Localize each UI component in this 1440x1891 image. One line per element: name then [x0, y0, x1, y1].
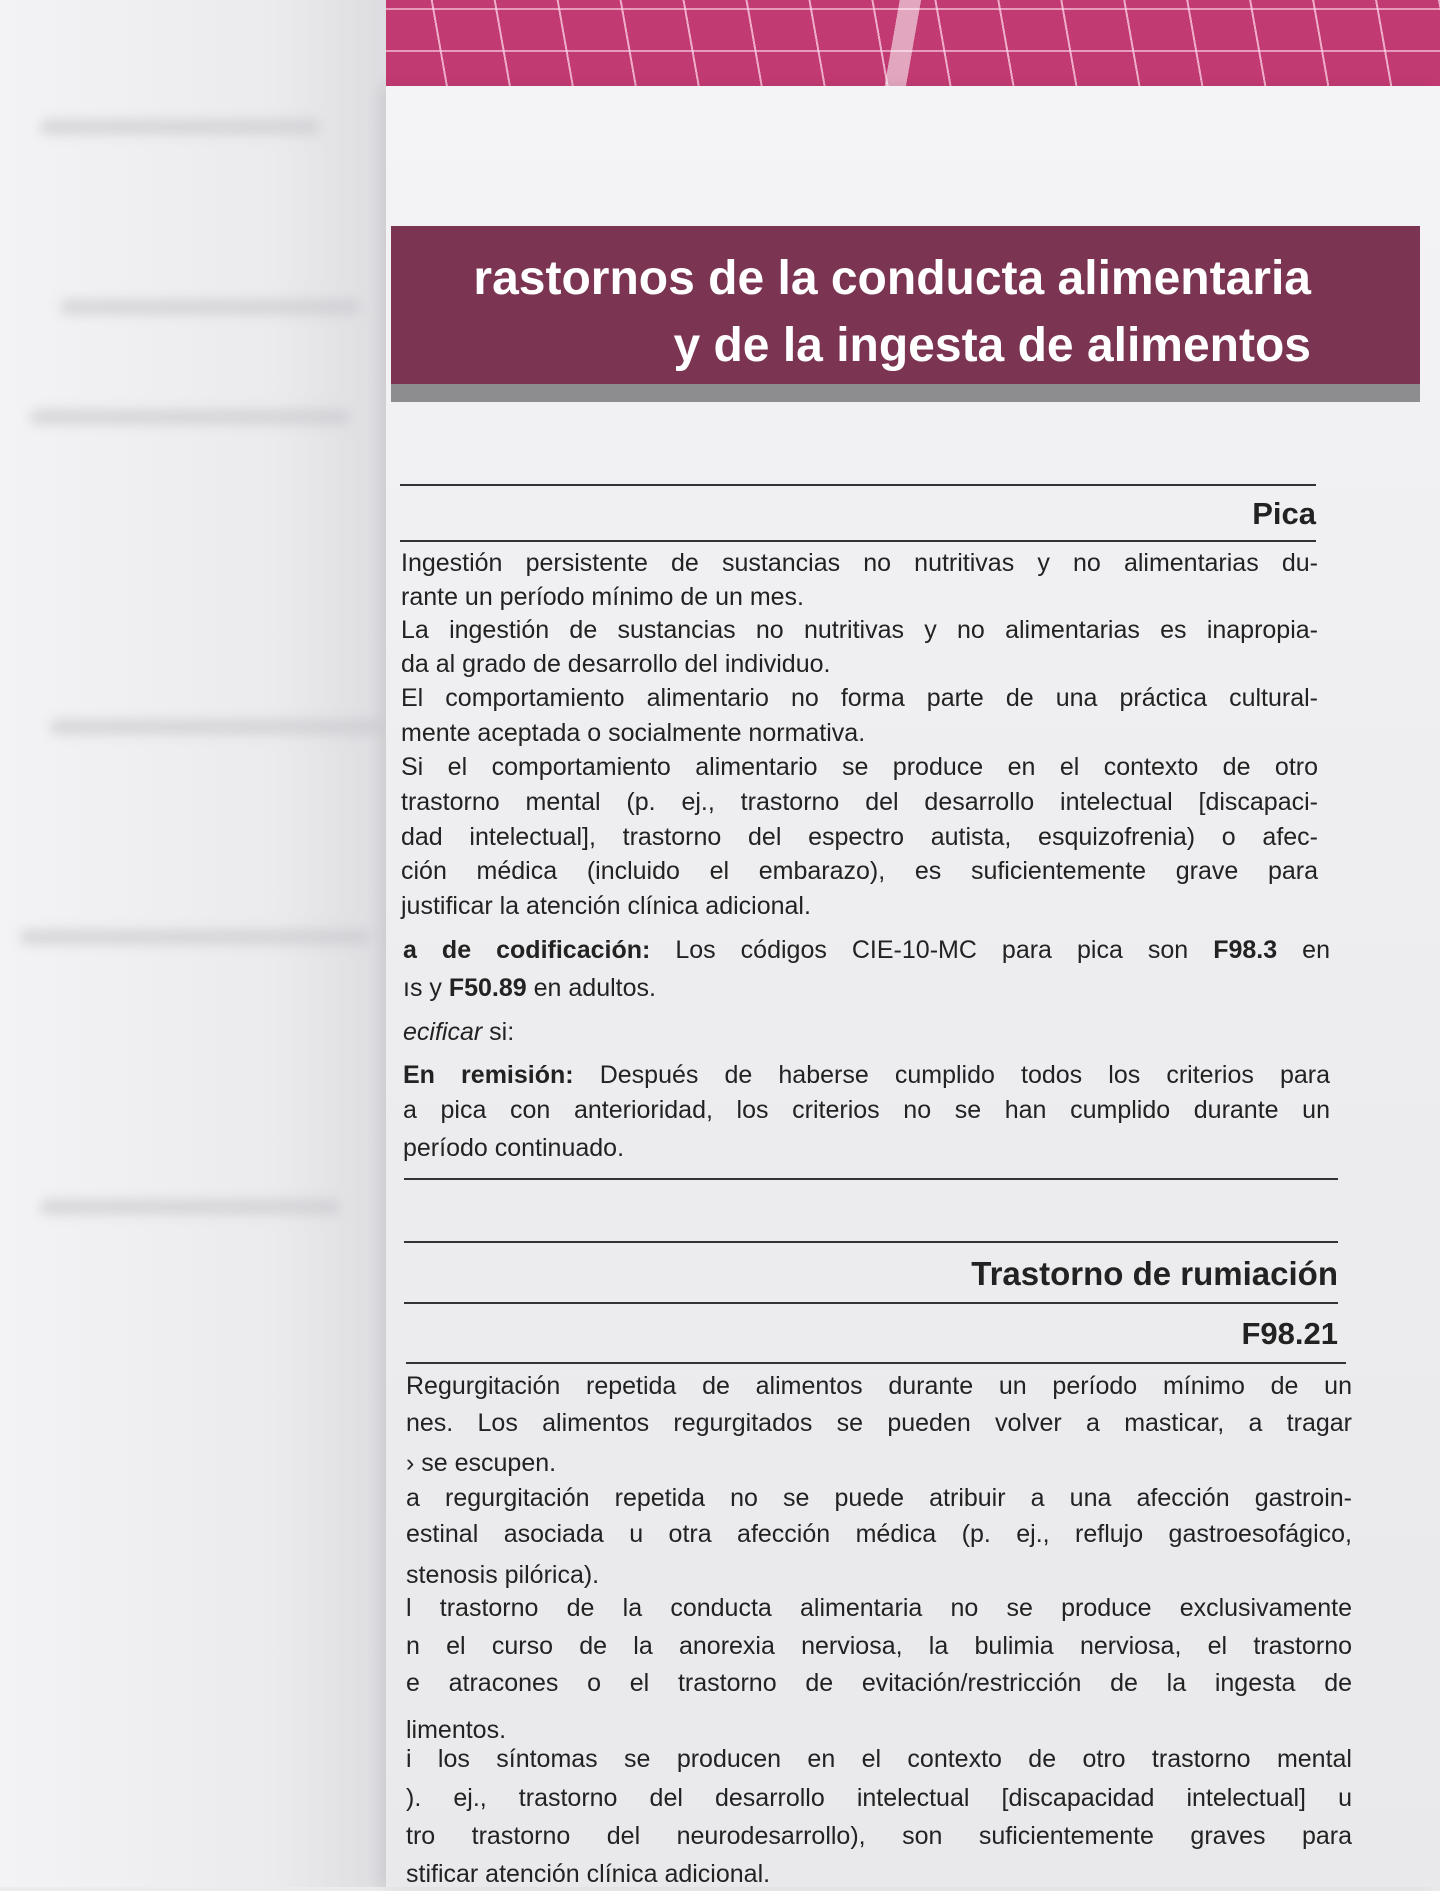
divider [404, 1302, 1338, 1304]
bold-text: En remisión: [403, 1061, 574, 1089]
text-line [401, 854, 1318, 888]
blurred-text [50, 720, 380, 734]
text-segment: tro trastorno del neurodesarrollo), son suficientemente graves para [406, 1822, 1352, 1850]
blurred-text [20, 930, 370, 944]
bold-text: F98.3 [1213, 936, 1278, 964]
text-segment: Ingestión persistente de sustancias no nutritivas y no alimentarias du- [401, 549, 1318, 577]
text-segment: Si el comportamiento alimentario se produce en el contexto de otro [401, 753, 1318, 781]
divider [406, 1362, 1346, 1364]
diagnostic-code: F98.21 [1241, 1316, 1338, 1351]
text-segment: justificar la atención clínica adicional. [401, 892, 811, 920]
text-line [406, 1369, 1352, 1403]
divider [404, 1241, 1338, 1243]
cutting-mat-background [386, 0, 1440, 92]
text-segment: stificar atención clínica adicional. [406, 1860, 771, 1888]
facing-page-blurred [0, 0, 392, 1887]
text-line [401, 889, 1318, 923]
text-line [403, 1015, 1330, 1049]
text-segment: estinal asociada u otra afección médica (p. ej., reflujo gastroesofágico, [406, 1520, 1352, 1548]
text-segment: si: [482, 1018, 515, 1046]
bold-text: a de codificación: [403, 936, 651, 964]
text-segment: El comportamiento alimentario no forma parte de una práctica cultural- [401, 684, 1318, 712]
text-segment: i los síntomas se producen en el contexto de otro trastorno mental [406, 1745, 1352, 1773]
text-segment: ción médica (incluido el embarazo), es suficientemente grave para [401, 857, 1318, 885]
text-line [406, 1742, 1352, 1776]
text-segment: › se escupen. [406, 1449, 557, 1477]
blurred-text [60, 300, 360, 314]
text-segment: nes. Los alimentos regurgitados se pueden volver a masticar, a tragar [406, 1409, 1352, 1437]
divider [400, 484, 1316, 486]
text-line [406, 1666, 1352, 1700]
chapter-header-underline [391, 384, 1420, 402]
text-segment: Regurgitación repetida de alimentos durante un período mínimo de un [406, 1372, 1352, 1400]
section-title-pica: Pica [1252, 496, 1316, 531]
blurred-text [40, 1200, 340, 1214]
text-segment: en [1277, 936, 1330, 964]
text-segment: a pica con anterioridad, los criterios no se han cumplido durante un [403, 1096, 1330, 1124]
text-segment: trastorno mental (p. ej., trastorno del desarrollo intelectual [discapaci- [401, 788, 1318, 816]
text-line [403, 1058, 1330, 1092]
text-line [401, 546, 1318, 580]
divider [404, 1178, 1338, 1180]
text-line [401, 716, 1318, 750]
text-segment: l trastorno de la conducta alimentaria no se produce exclusivamente [406, 1594, 1352, 1622]
text-segment: Después de haberse cumplido todos los criterios para [573, 1061, 1330, 1089]
italic-text: ecificar [403, 1018, 483, 1046]
text-line [401, 750, 1318, 784]
text-segment: e atracones o el trastorno de evitación/restricción de la ingesta de [406, 1669, 1352, 1697]
text-line [406, 1857, 1352, 1891]
text-segment: da al grado de desarrollo del individuo. [401, 650, 831, 678]
text-line [401, 681, 1318, 715]
chapter-title-line-1: rastornos de la conducta alimentaria [473, 252, 1311, 305]
text-segment: dad intelectual], trastorno del espectro autista, esquizofrenia) o afec- [401, 823, 1318, 851]
text-line [406, 1406, 1352, 1440]
blurred-text [30, 410, 350, 424]
text-segment: limentos. [406, 1716, 507, 1744]
text-line [406, 1446, 1352, 1480]
text-line [401, 785, 1318, 819]
text-segment: ıs y [403, 974, 449, 1002]
text-line [401, 613, 1318, 647]
text-line [403, 1093, 1330, 1127]
bold-text: F50.89 [448, 974, 527, 1002]
section-title-rumiacion: Trastorno de rumiación [971, 1255, 1338, 1292]
text-segment: Los códigos CIE-10-MC para pica son [650, 936, 1214, 964]
text-segment: stenosis pilórica). [406, 1561, 600, 1589]
text-line [403, 971, 1330, 1005]
text-segment: n el curso de la anorexia nerviosa, la bulimia nerviosa, el trastorno [406, 1632, 1352, 1660]
text-line [406, 1819, 1352, 1853]
blurred-text [40, 120, 320, 134]
text-segment: período continuado. [403, 1134, 625, 1162]
text-segment: mente aceptada o socialmente normativa. [401, 719, 866, 747]
text-line [406, 1781, 1352, 1815]
text-line [401, 820, 1318, 854]
text-segment: ). ej., trastorno del desarrollo intelectual [discapacidad intelectual] u [406, 1784, 1352, 1812]
text-segment: en adultos. [526, 974, 656, 1002]
text-segment: La ingestión de sustancias no nutritivas y no alimentarias es inapropia- [401, 616, 1318, 644]
text-segment: rante un período mínimo de un mes. [401, 583, 805, 611]
text-segment: a regurgitación repetida no se puede atribuir a una afección gastroin- [406, 1484, 1352, 1512]
text-line [403, 933, 1330, 967]
divider [400, 540, 1316, 542]
text-line [401, 647, 1318, 681]
text-line [406, 1517, 1352, 1551]
text-line [403, 1131, 1330, 1165]
text-line [406, 1558, 1352, 1592]
text-line [406, 1481, 1352, 1515]
text-line [406, 1629, 1352, 1663]
text-line [406, 1591, 1352, 1625]
chapter-title-line-2: y de la ingesta de alimentos [673, 319, 1311, 372]
text-line [401, 580, 1318, 614]
